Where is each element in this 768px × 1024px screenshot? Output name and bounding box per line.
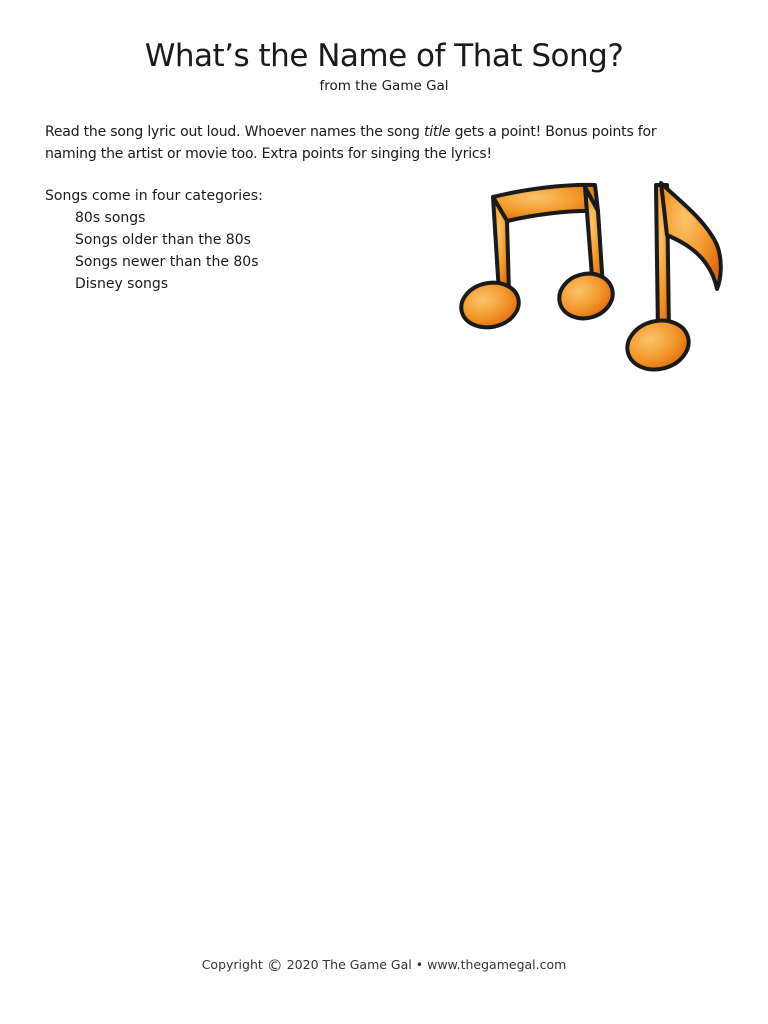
- page-title: What’s the Name of That Song?: [144, 38, 624, 74]
- category-item: Songs newer than the 80s: [75, 254, 259, 270]
- page-subtitle: from the Game Gal: [319, 78, 449, 94]
- footer-separator: •: [415, 957, 424, 972]
- copyright-owner: 2020 The Game Gal: [286, 957, 412, 972]
- instructions-text-start: Read the song lyric out loud. Whoever names the song: [45, 124, 424, 140]
- eighth-note-icon: [622, 183, 721, 376]
- beamed-eighth-notes-icon: [457, 185, 618, 333]
- copyright-label: Copyright: [201, 957, 263, 972]
- category-item: 80s songs: [75, 210, 146, 226]
- copyright-symbol: ©: [266, 956, 283, 975]
- categories-heading: Songs come in four categories:: [45, 188, 263, 204]
- instructions-emphasis: title: [423, 124, 451, 140]
- categories-list: [75, 207, 259, 295]
- instructions-text-end: gets a point! Bonus points for naming the artist or movie too. Extra points for singing the lyrics!: [45, 124, 657, 162]
- footer: [0, 956, 768, 975]
- music-notes-icon: [455, 175, 730, 385]
- website-link[interactable]: www.thegamegal.com: [427, 957, 567, 972]
- category-item: Disney songs: [75, 276, 169, 292]
- category-item: Songs older than the 80s: [75, 232, 251, 248]
- instructions-paragraph: [45, 121, 705, 165]
